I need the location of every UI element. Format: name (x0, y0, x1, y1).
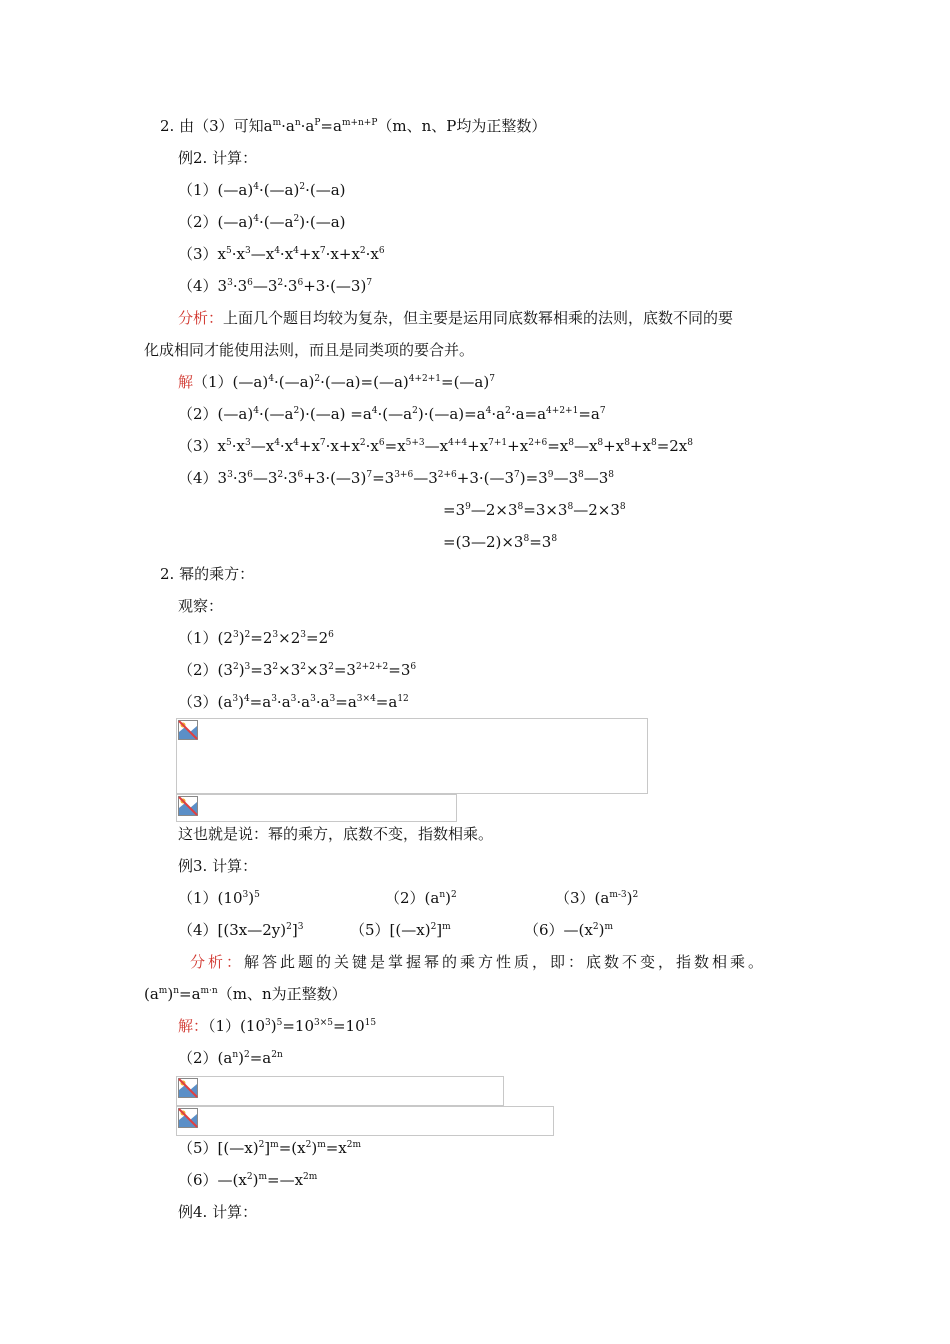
solution-line: 解（1）(—a)$^4$·(—a)$^2$·(—a)=(—a)$^{4+2+1}$=(—a)$^7$ (178, 373, 495, 391)
example-heading: 例3. 计算： (178, 857, 258, 875)
rule-statement: 这也就是说：幂的乘方，底数不变，指数相乘。 (178, 825, 494, 843)
exercise-item: $(1)(10^3)^5$ (178, 889, 260, 907)
solution-line: 解：$(1)(10^3)^5=10^{3\times 5}=10^{15}$ (178, 1017, 377, 1035)
broken-image-icon (178, 720, 198, 740)
example-heading: 例2. 计算： (178, 149, 258, 167)
exercise-item: $(3)(a^{m-3})^2$ (555, 889, 639, 907)
text-line: 2. 由（3）可知$a^m\cdot a^n\cdot a^P=a^{m+n+P}(m$、n、P均为正整数） (160, 117, 547, 135)
formula-line: $(4)3^3\cdot 3^6—3^2\cdot 3^6+3\cdot(—3)^7$ (178, 277, 373, 295)
exercise-item: （5）[(—x)$^2$]$^m$ (350, 921, 451, 939)
formula-line: $(3)x^5\cdot x^3—x^4\cdot x^4+x^7\cdot x+x^2\cdot x^6$ (178, 245, 385, 263)
formula-line: $(1)(2^3)^2=2^3\times 2^3=2^6$ (178, 629, 334, 647)
solution-line: $=(3—2)\times 3^8=3^8$ (443, 533, 558, 551)
analysis-paragraph: 分析：解答此题的关键是掌握幂的乘方性质，即：底数不变，指数相乘。 (190, 953, 767, 971)
broken-image (176, 718, 648, 794)
analysis-paragraph-cont: 化成相同才能使用法则，而且是同类项的要合并。 (144, 341, 475, 359)
formula-line: （1）(—a)$^4$·(—a)$^2$·(—a) (178, 181, 346, 199)
broken-image (176, 794, 457, 822)
exercise-item: $(2)(a^n)^2$ (385, 889, 457, 907)
formula-line: $(2)(3^2)^3=3^2\times 3^2\times 3^2=3^{2+2+2}=3^6$ (178, 661, 417, 679)
solution-line: $(5)[(—x)^2]^m=(x^2)^m=x^{2m}$ (178, 1139, 362, 1157)
solution-line: $(3)x^5\cdot x^3—x^4\cdot x^4+x^7\cdot x+x^2\cdot x^6=x^{5+3}—x^{4+4}+x^{7+1}+x^{2+6}=x^8—x^8+x^8+x^8=2x^8$ (178, 437, 693, 455)
broken-image-icon (178, 1078, 198, 1098)
broken-image (176, 1076, 504, 1106)
exercise-item: $(6)—(x^2)^m$ (524, 921, 613, 939)
broken-image-icon (178, 1108, 198, 1128)
text-line: 观察： (178, 597, 224, 615)
analysis-paragraph: 分析：上面几个题目均较为复杂，但主要是运用同底数幂相乘的法则，底数不同的要 (178, 309, 734, 327)
formula-line: $(2)(—a)^4\cdot(—a^2)\cdot(—a)$ (178, 213, 346, 231)
exercise-item: （4）[(3x—2y)$^2$]$^3$ (178, 921, 304, 939)
solution-line: $(2)(a^n)^2=a^{2n}$ (178, 1049, 283, 1067)
solution-line: $(2)(—a)^4\cdot(—a^2)\cdot(—a)$ $=a^4\cdot(—a^2)\cdot(—a)=a^4\cdot a^2\cdot a=a^{4+2+1}=a^7$ (178, 405, 606, 423)
example-heading: 例4. 计算： (178, 1203, 258, 1221)
analysis-paragraph-cont: $(a^m)^n=a^{m\cdot n}(m$、n为正整数） (144, 985, 347, 1003)
solution-line: $(6)—(x^2)^m=—x^{2m}$ (178, 1171, 318, 1189)
formula-line: $(3)(a^3)^4=a^3\cdot a^3\cdot a^3\cdot a^3=a^{3\times 4}=a^{12}$ (178, 693, 409, 711)
section-heading: 2. 幂的乘方： (160, 565, 255, 583)
solution-line: $=3^9—2\times 3^8=3\times 3^8—2\times 3^8$ (443, 501, 626, 519)
broken-image-icon (178, 796, 198, 816)
broken-image (176, 1106, 554, 1136)
solution-line: $(4)3^3\cdot 3^6—3^2\cdot 3^6+3\cdot(—3)^7=3^{3+6}—3^{2+6}+3\cdot(—3^7)=3^9—3^8—3^8$ (178, 469, 615, 487)
